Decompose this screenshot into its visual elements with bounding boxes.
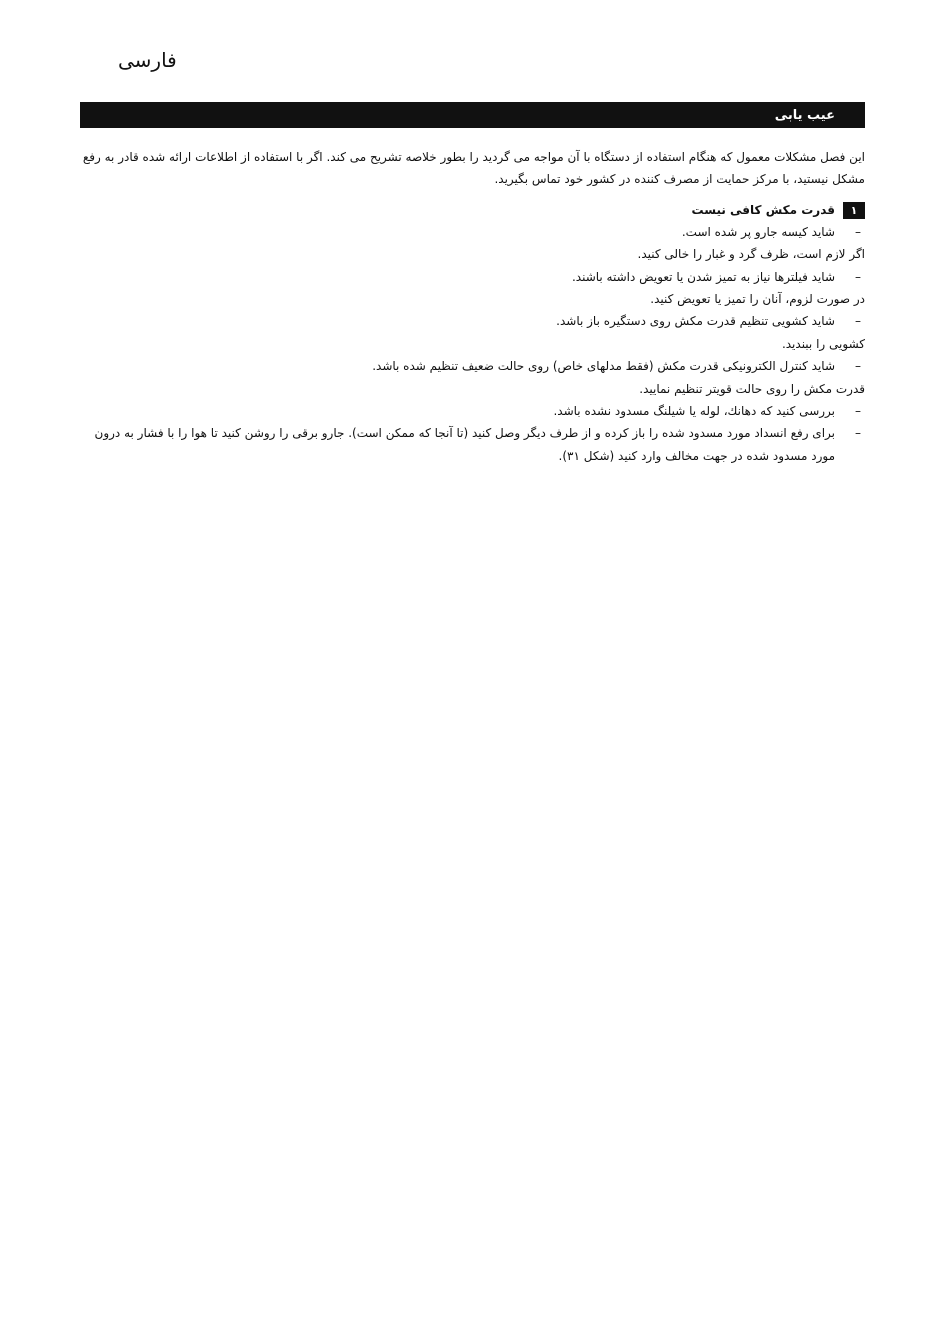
- cause-item: [80, 221, 865, 243]
- bullet-dash: –: [855, 269, 861, 284]
- remedy-text: در صورت لزوم، آنان را تمیز یا تعویض کنید.: [650, 292, 865, 307]
- cause-item: [80, 355, 865, 377]
- bullet-dash: –: [855, 426, 861, 441]
- cause-text: شاید کشویی تنظیم قدرت مکش روی دستگیره باز باشد.: [556, 314, 835, 329]
- remedy-text: کشویی را ببندید.: [781, 336, 865, 351]
- bullet-dash: –: [855, 224, 861, 239]
- intro-paragraph: این فصل مشکلات معمول که هنگام استفاده از دستگاه با آن مواجه می گردید را بطور خلاصه تشریح می کند. اگر با استفاده از اطلاعات ارائه شده قادر به رفع مشکل نیستید، با مرکز حمایت از مصرف کننده در کشور خود تماس بگیرید.: [82, 150, 865, 187]
- cause-text: شاید فیلترها نیاز به تمیز شدن یا تعویض داشته باشند.: [571, 269, 835, 284]
- remedy-text: قدرت مکش را روی حالت قویتر تنظیم نمایید.: [639, 381, 865, 396]
- bullet-dash: –: [855, 314, 861, 329]
- cause-item: [80, 422, 865, 467]
- content-body: [80, 146, 865, 467]
- cause-item: [80, 310, 865, 332]
- problem-number-badge: ۱: [843, 202, 865, 219]
- bullet-dash: –: [855, 359, 861, 374]
- problem-title: قدرت مکش کافی نیست: [691, 202, 835, 217]
- page-language-label: فارسی: [118, 48, 177, 72]
- section-title-bar: [80, 102, 865, 128]
- cause-text: شاید کنترل الکترونیکی قدرت مکش (فقط مدلهای خاص) روی حالت ضعیف تنظیم شده باشد.: [372, 359, 835, 374]
- problem-heading: [80, 199, 865, 221]
- remedy-text: اگر لازم است، ظرف گرد و غبار را خالی کنید.: [637, 247, 865, 262]
- cause-text: برای رفع انسداد مورد مسدود شده را باز کرده و از طرف دیگر وصل کنید (تا آنجا که ممکن است). جارو برقی را روشن کنید تا هوا را با فشار به درون مورد مسدود شده در جهت مخالف وارد کنید (شکل ۳۱).: [94, 426, 835, 463]
- cause-text: بررسی کنید که دهانك، لوله یا شیلنگ مسدود نشده باشد.: [553, 404, 835, 419]
- cause-item: [80, 400, 865, 422]
- cause-text: شاید کیسه جارو پر شده است.: [681, 224, 835, 239]
- section-title: عیب یابی: [774, 108, 835, 123]
- bullet-dash: –: [855, 404, 861, 419]
- cause-item: [80, 266, 865, 288]
